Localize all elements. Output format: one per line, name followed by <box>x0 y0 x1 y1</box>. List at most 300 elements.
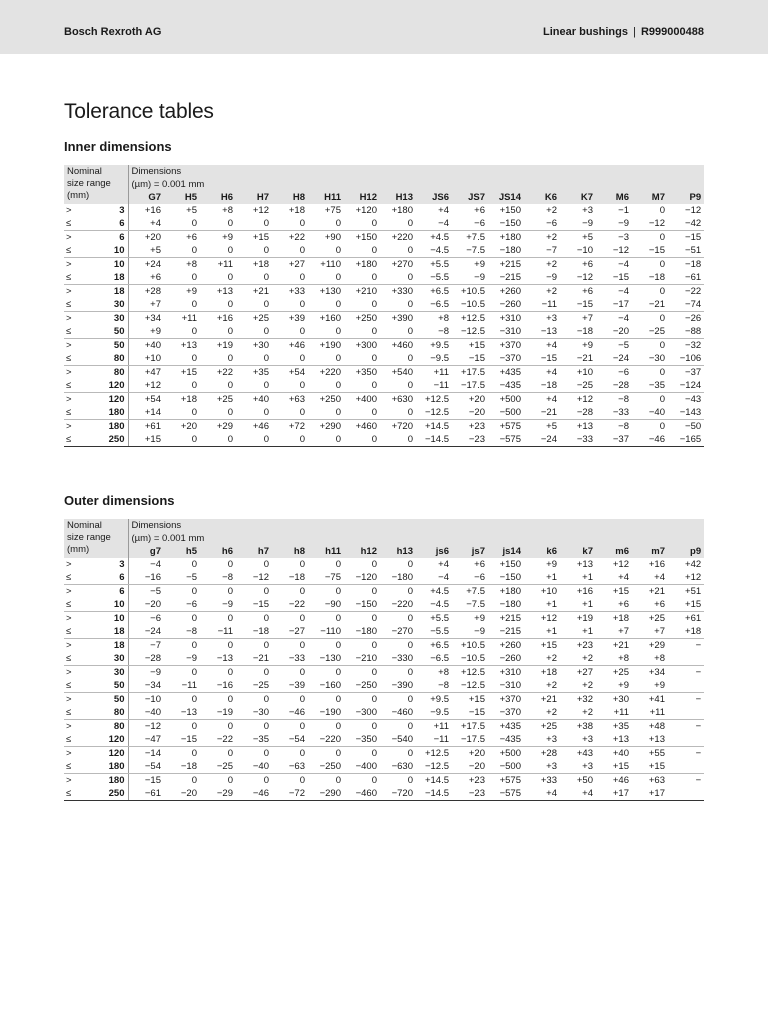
tolerance-value: 0 <box>200 406 236 420</box>
tolerance-value: +540 <box>391 367 413 378</box>
tolerance-value: +310 <box>499 313 521 324</box>
tolerance-value: 0 <box>407 640 413 651</box>
range-symbol: ≤ <box>64 679 82 693</box>
tolerance-value: 0 <box>407 559 413 570</box>
tolerance-value: +17 <box>632 787 668 801</box>
tolerance-value: +260 <box>499 640 521 651</box>
tolerance-value: −370 <box>488 352 524 366</box>
tolerance-value: +270 <box>391 259 413 270</box>
units-header: (µm) = 0.001 mm <box>128 532 704 545</box>
tolerance-value: −310 <box>488 679 524 693</box>
tolerance-value: 0 <box>380 217 416 231</box>
tolerance-value: +120 <box>355 205 377 216</box>
tolerance-value: +55 <box>648 748 665 759</box>
document-reference <box>543 26 704 38</box>
tolerance-value: −17.5 <box>452 733 488 747</box>
tolerance-value: +15 <box>180 367 197 378</box>
tolerance-value: −37 <box>596 433 632 447</box>
tolerance-value: 0 <box>308 406 344 420</box>
tolerance-value: 0 <box>191 775 197 786</box>
table-row <box>64 774 704 788</box>
tolerance-value: +12 <box>540 613 557 624</box>
tolerance-value: −4.5 <box>416 244 452 258</box>
tolerance-value: −15 <box>236 598 272 612</box>
tolerance-value: +6 <box>474 559 485 570</box>
page-title: Tolerance tables <box>64 100 214 123</box>
tolerance-value: +17.5 <box>460 367 485 378</box>
tolerance-class-header: P9 <box>668 191 704 204</box>
tolerance-value: −6 <box>164 598 200 612</box>
tolerance-value: 0 <box>380 379 416 393</box>
tolerance-value: +40 <box>144 340 161 351</box>
tolerance-value: +32 <box>576 694 593 705</box>
tolerance-value: +13 <box>576 559 593 570</box>
tolerance-value: −370 <box>488 706 524 720</box>
tolerance-value: − <box>695 694 702 705</box>
tolerance-value: +9 <box>474 259 485 270</box>
tolerance-value: +43 <box>576 748 593 759</box>
tolerance-value: 0 <box>659 313 665 324</box>
tolerance-value: +8 <box>596 652 632 666</box>
tolerance-value: +54 <box>288 367 305 378</box>
tolerance-value: −9.5 <box>416 352 452 366</box>
tolerance-value: −28 <box>560 406 596 420</box>
tolerance-value: +13 <box>632 733 668 747</box>
tolerance-value: −11 <box>164 679 200 693</box>
tolerance-class-header: p9 <box>668 545 704 558</box>
tolerance-value: +15 <box>468 694 485 705</box>
tolerance-value: 0 <box>380 325 416 339</box>
tolerance-value: +13 <box>216 286 233 297</box>
tolerance-value: +5 <box>186 205 197 216</box>
tolerance-value: 0 <box>263 559 269 570</box>
tolerance-value: +1 <box>524 598 560 612</box>
table-row <box>64 787 704 801</box>
tolerance-value: +15 <box>468 340 485 351</box>
tolerance-value: +3 <box>524 733 560 747</box>
nominal-size-value: 80 <box>82 352 128 366</box>
tolerance-value: 0 <box>263 748 269 759</box>
tolerance-value: +30 <box>612 694 629 705</box>
tolerance-value: −28 <box>128 652 164 666</box>
range-symbol: > <box>66 748 72 759</box>
tolerance-value: 0 <box>236 244 272 258</box>
tolerance-value: 0 <box>371 613 377 624</box>
tolerance-value: +12.5 <box>460 667 485 678</box>
tolerance-value: −21 <box>524 406 560 420</box>
tolerance-value: −21 <box>632 298 668 312</box>
nominal-size-value: 10 <box>82 258 128 272</box>
tolerance-value: +6 <box>186 232 197 243</box>
tolerance-value: −5.5 <box>416 625 452 639</box>
tolerance-value: +61 <box>144 421 161 432</box>
nominal-size-value: 30 <box>82 312 128 326</box>
nominal-size-value: 30 <box>82 652 128 666</box>
tolerance-value: +39 <box>288 313 305 324</box>
range-symbol: ≤ <box>64 244 82 258</box>
tolerance-value: +9 <box>632 679 668 693</box>
tolerance-value: +11 <box>433 721 449 732</box>
tolerance-class-header: h5 <box>164 545 200 558</box>
tolerance-value: +150 <box>499 559 521 570</box>
tolerance-value: −4 <box>618 286 629 297</box>
tolerance-value: −7.5 <box>452 598 488 612</box>
tolerance-value: +23 <box>468 775 485 786</box>
tolerance-value: 0 <box>263 613 269 624</box>
tolerance-value: +5 <box>546 421 557 432</box>
tolerance-value: −6 <box>452 217 488 231</box>
range-symbol: ≤ <box>64 787 82 801</box>
tolerance-value: 0 <box>659 367 665 378</box>
tolerance-value: +9 <box>128 325 164 339</box>
tolerance-value: 0 <box>659 286 665 297</box>
tolerance-value: 0 <box>164 406 200 420</box>
tolerance-value: −10.5 <box>452 652 488 666</box>
range-symbol: > <box>66 313 72 324</box>
range-symbol: > <box>66 721 72 732</box>
tolerance-value: +180 <box>391 205 413 216</box>
tolerance-value: +330 <box>391 286 413 297</box>
tolerance-value: −4 <box>618 259 629 270</box>
tolerance-value: −88 <box>668 325 704 339</box>
tolerance-value: +7.5 <box>466 232 485 243</box>
tolerance-value: +4 <box>546 394 557 405</box>
tolerance-class-header: js6 <box>416 545 452 558</box>
tolerance-value: 0 <box>263 721 269 732</box>
tolerance-class-header: m7 <box>632 545 668 558</box>
tolerance-value: −22 <box>685 286 702 297</box>
tolerance-value: +15 <box>668 598 704 612</box>
range-symbol: > <box>66 259 72 270</box>
tolerance-value: −17.5 <box>452 379 488 393</box>
tolerance-value: −46 <box>632 433 668 447</box>
tolerance-value: +4 <box>524 787 560 801</box>
nominal-size-value: 50 <box>82 339 128 353</box>
tolerance-class-header: g7 <box>128 545 164 558</box>
tolerance-value: +1 <box>560 625 596 639</box>
tolerance-value: +11 <box>433 367 449 378</box>
tolerance-value: −10 <box>560 244 596 258</box>
tolerance-value: +63 <box>648 775 665 786</box>
tolerance-value: +7 <box>128 298 164 312</box>
tolerance-value: −18 <box>236 625 272 639</box>
tolerance-class-header: k6 <box>524 545 560 558</box>
tolerance-value: +5.5 <box>430 613 449 624</box>
tolerance-value: −5 <box>618 340 629 351</box>
nominal-size-value: 6 <box>82 231 128 245</box>
tolerance-value: −143 <box>668 406 704 420</box>
tolerance-class-header: H8 <box>272 191 308 204</box>
tolerance-value: 0 <box>164 325 200 339</box>
tolerance-value: 0 <box>200 379 236 393</box>
tolerance-value: 0 <box>335 748 341 759</box>
tolerance-value: −74 <box>668 298 704 312</box>
tolerance-value: −30 <box>236 706 272 720</box>
range-symbol: ≤ <box>64 271 82 285</box>
tolerance-value: +15 <box>632 760 668 774</box>
tolerance-value: +15 <box>596 760 632 774</box>
tolerance-value: +6 <box>632 598 668 612</box>
tolerance-value: 0 <box>236 271 272 285</box>
tolerance-value: +9 <box>546 559 557 570</box>
table-row <box>64 585 704 599</box>
tolerance-value: +35 <box>252 367 269 378</box>
range-symbol: ≤ <box>64 379 82 393</box>
tolerance-value: +3 <box>582 205 593 216</box>
tolerance-value: −42 <box>668 217 704 231</box>
tolerance-value: 0 <box>308 379 344 393</box>
tolerance-value: 0 <box>227 559 233 570</box>
tolerance-value: −120 <box>344 571 380 585</box>
tolerance-value: −54 <box>272 733 308 747</box>
tolerance-value: −18 <box>164 760 200 774</box>
range-symbol: > <box>66 640 72 651</box>
tolerance-value: −9 <box>164 652 200 666</box>
tolerance-value: +17.5 <box>460 721 485 732</box>
tolerance-value: +15 <box>540 640 557 651</box>
tolerance-value: +575 <box>499 775 521 786</box>
tolerance-value: +12 <box>576 394 593 405</box>
tolerance-value: +20 <box>144 232 161 243</box>
tolerance-value: 0 <box>272 352 308 366</box>
nominal-size-value: 50 <box>82 325 128 339</box>
tolerance-value: +4 <box>438 205 449 216</box>
tolerance-value: 0 <box>344 217 380 231</box>
table-row <box>64 558 704 571</box>
tolerance-value: +6.5 <box>430 286 449 297</box>
tolerance-value: +15 <box>612 586 629 597</box>
table-row <box>64 625 704 639</box>
range-symbol: ≤ <box>64 598 82 612</box>
tolerance-class-header: H6 <box>200 191 236 204</box>
tolerance-value: +7 <box>596 625 632 639</box>
tolerance-value: −260 <box>488 298 524 312</box>
tolerance-value: −16 <box>200 679 236 693</box>
tolerance-value: +9 <box>222 232 233 243</box>
tolerance-value: 0 <box>371 640 377 651</box>
tolerance-value: −180 <box>488 598 524 612</box>
tolerance-value: −4 <box>618 313 629 324</box>
range-symbol: ≤ <box>64 652 82 666</box>
tolerance-value: +19 <box>216 340 233 351</box>
tolerance-class-header: H13 <box>380 191 416 204</box>
tolerance-value: +12.5 <box>424 394 449 405</box>
nominal-header-line: Nominal <box>67 520 102 531</box>
tolerance-value: 0 <box>371 694 377 705</box>
tolerance-value: +630 <box>391 394 413 405</box>
tolerance-value: +8 <box>222 205 233 216</box>
tolerance-value: −15 <box>560 298 596 312</box>
range-symbol: > <box>66 367 72 378</box>
tolerance-class-header: h12 <box>344 545 380 558</box>
table-row <box>64 747 704 761</box>
company-name: Bosch Rexroth AG <box>64 26 162 38</box>
tolerance-value: 0 <box>407 613 413 624</box>
tolerance-value: −28 <box>596 379 632 393</box>
tolerance-value: +12 <box>128 379 164 393</box>
tolerance-value: −63 <box>272 760 308 774</box>
tolerance-value: 0 <box>308 298 344 312</box>
tolerance-value: 0 <box>272 298 308 312</box>
tolerance-value: +575 <box>499 421 521 432</box>
table-row <box>64 285 704 299</box>
tolerance-value: 0 <box>299 748 305 759</box>
table-row <box>64 312 704 326</box>
tolerance-value: 0 <box>236 352 272 366</box>
range-symbol: > <box>66 667 72 678</box>
tolerance-value: − <box>695 721 702 732</box>
table-row <box>64 706 704 720</box>
nominal-size-value: 30 <box>82 666 128 680</box>
tolerance-value: −300 <box>344 706 380 720</box>
tolerance-value: 0 <box>299 667 305 678</box>
tolerance-value: 0 <box>407 667 413 678</box>
tolerance-class-header: JS7 <box>452 191 488 204</box>
tolerance-value: +3 <box>560 760 596 774</box>
tolerance-value: −21 <box>560 352 596 366</box>
tolerance-value: −6 <box>150 613 161 624</box>
tolerance-value: +38 <box>576 721 593 732</box>
product-name: Linear bushings <box>543 26 628 38</box>
tolerance-value: −21 <box>236 652 272 666</box>
tolerance-value: 0 <box>164 244 200 258</box>
tolerance-value: −61 <box>668 271 704 285</box>
tolerance-value: −46 <box>272 706 308 720</box>
tolerance-value: 0 <box>371 721 377 732</box>
tolerance-value: 0 <box>344 271 380 285</box>
tolerance-value: +180 <box>499 586 521 597</box>
tolerance-value: −12.5 <box>416 406 452 420</box>
tolerance-value <box>668 679 704 693</box>
tolerance-value: +2 <box>524 652 560 666</box>
tolerance-value: −190 <box>308 706 344 720</box>
nominal-size-value: 10 <box>82 612 128 626</box>
tolerance-class-header: h8 <box>272 545 308 558</box>
tolerance-value: −13 <box>164 706 200 720</box>
tolerance-value: −15 <box>452 706 488 720</box>
tolerance-value: +5.5 <box>430 259 449 270</box>
tolerance-value: +63 <box>288 394 305 405</box>
tolerance-class-header: js14 <box>488 545 524 558</box>
tolerance-value: 0 <box>200 298 236 312</box>
tolerance-value: −7 <box>150 640 161 651</box>
tolerance-value: +1 <box>560 571 596 585</box>
tolerance-value: +260 <box>499 286 521 297</box>
dimensions-header: Dimensions <box>128 519 704 532</box>
tolerance-value: +2 <box>546 259 557 270</box>
tolerance-value: +4 <box>438 559 449 570</box>
tolerance-class-header: JS6 <box>416 191 452 204</box>
tolerance-value: +6.5 <box>430 640 449 651</box>
tolerance-value: −35 <box>236 733 272 747</box>
tolerance-value: 0 <box>308 271 344 285</box>
tolerance-value: −40 <box>632 406 668 420</box>
tolerance-value: −500 <box>488 406 524 420</box>
tolerance-value: +16 <box>576 586 593 597</box>
tolerance-value: 0 <box>191 640 197 651</box>
tolerance-value: +180 <box>355 259 377 270</box>
tolerance-value: −150 <box>344 598 380 612</box>
nominal-size-value: 10 <box>82 598 128 612</box>
tolerance-value: +250 <box>355 313 377 324</box>
tolerance-value: +3 <box>546 313 557 324</box>
tolerance-value: −9 <box>452 271 488 285</box>
tolerance-value: +190 <box>319 340 341 351</box>
tolerance-value: −460 <box>344 787 380 801</box>
tolerance-value: −12.5 <box>452 679 488 693</box>
tolerance-value: 0 <box>227 640 233 651</box>
table-row <box>64 598 704 612</box>
tolerance-value: +215 <box>499 259 521 270</box>
tolerance-value: +215 <box>499 613 521 624</box>
tolerance-value: 0 <box>308 352 344 366</box>
range-symbol: > <box>66 286 72 297</box>
tolerance-value: −9 <box>200 598 236 612</box>
tolerance-value: 0 <box>371 586 377 597</box>
tolerance-value: −15 <box>524 352 560 366</box>
range-symbol: > <box>66 421 72 432</box>
tolerance-value: 0 <box>380 298 416 312</box>
tolerance-value: −18 <box>272 571 308 585</box>
tolerance-class-header: K7 <box>560 191 596 204</box>
tolerance-value <box>668 760 704 774</box>
tolerance-value: 0 <box>263 586 269 597</box>
tolerance-value: 0 <box>299 694 305 705</box>
tolerance-value: +15 <box>128 433 164 447</box>
table-row <box>64 406 704 420</box>
tolerance-value: +4.5 <box>430 586 449 597</box>
table-row <box>64 679 704 693</box>
tolerance-value: −9 <box>524 271 560 285</box>
nominal-size-value: 80 <box>82 720 128 734</box>
tolerance-value: 0 <box>191 667 197 678</box>
tolerance-value: 0 <box>335 775 341 786</box>
tolerance-value: +210 <box>355 286 377 297</box>
table-row <box>64 693 704 707</box>
nominal-size-value: 80 <box>82 366 128 380</box>
tolerance-value: +33 <box>288 286 305 297</box>
table-row <box>64 420 704 434</box>
table-row <box>64 217 704 231</box>
tolerance-value: −18 <box>685 259 702 270</box>
tolerance-class-header: H11 <box>308 191 344 204</box>
tolerance-value: +46 <box>252 421 269 432</box>
table-row <box>64 612 704 626</box>
tolerance-class-header: H12 <box>344 191 380 204</box>
tolerance-value: 0 <box>227 748 233 759</box>
tolerance-value: 0 <box>659 421 665 432</box>
tolerance-value: +9.5 <box>430 340 449 351</box>
tolerance-value: −19 <box>200 706 236 720</box>
tolerance-value: +90 <box>324 232 341 243</box>
tolerance-value: −24 <box>524 433 560 447</box>
tolerance-value: −20 <box>452 406 488 420</box>
tolerance-value: 0 <box>659 340 665 351</box>
tolerance-value: +110 <box>320 259 341 270</box>
nominal-size-value: 3 <box>82 558 128 571</box>
tolerance-value: +34 <box>144 313 161 324</box>
nominal-header-line: (mm) <box>67 190 90 201</box>
tolerance-value: −72 <box>272 787 308 801</box>
tolerance-value: 0 <box>236 433 272 447</box>
table-row <box>64 366 704 380</box>
tolerance-value: +27 <box>576 667 593 678</box>
tolerance-value: −34 <box>128 679 164 693</box>
tolerance-value: +4 <box>546 367 557 378</box>
tolerance-value: +25 <box>216 394 233 405</box>
tolerance-value: −54 <box>128 760 164 774</box>
tolerance-value: 0 <box>308 244 344 258</box>
